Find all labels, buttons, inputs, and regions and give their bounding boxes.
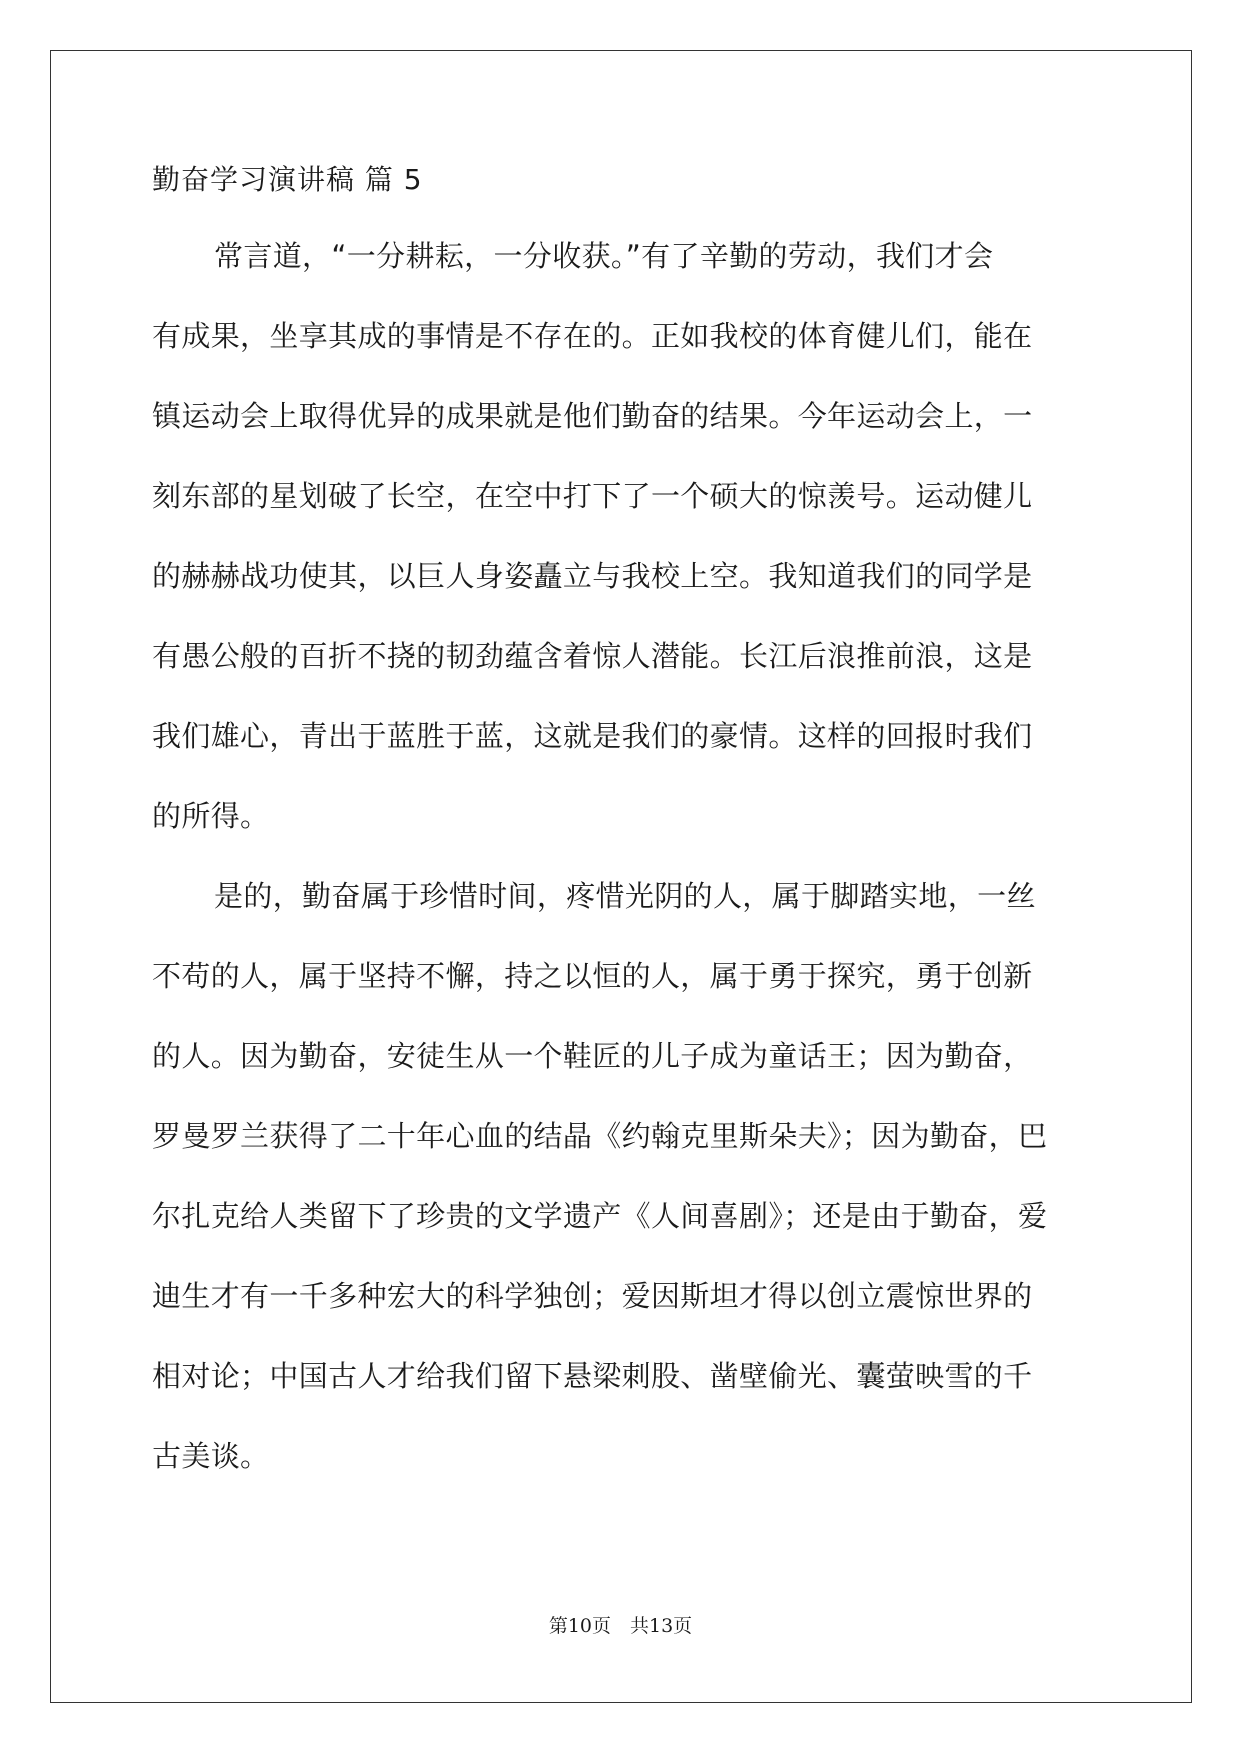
document-body — [152, 160, 1092, 1516]
paragraph-2-line-1: 是的，勤奋属于珍惜时间，疼惜光阴的人，属于脚踏实地，一丝 — [214, 879, 1036, 913]
paragraph-1-line-1: 常言道，“一分耕耘，一分收获。”有了辛勤的劳动，我们才会 — [214, 239, 994, 273]
paragraph-1-line-5: 的赫赫战功使其，以巨人身姿矗立与我校上空。我知道我们的同学是 — [152, 559, 1033, 593]
paragraph-2-line-7: 相对论；中国古人才给我们留下悬梁刺股、凿壁偷光、囊萤映雪的千 — [152, 1359, 1033, 1393]
paragraph-2-line-6: 迪生才有一千多种宏大的科学独创；爱因斯坦才得以创立震惊世界的 — [152, 1279, 1033, 1313]
paragraph-1-line-4: 刻东部的星划破了长空，在空中打下了一个硕大的惊羡号。运动健儿 — [152, 479, 1033, 513]
paragraph-1-line-7: 我们雄心，青出于蓝胜于蓝，这就是我们的豪情。这样的回报时我们 — [152, 719, 1033, 753]
paragraph-2-line-4: 罗曼罗兰获得了二十年心血的结晶《约翰克里斯朵夫》；因为勤奋，巴 — [152, 1119, 1048, 1153]
document-heading: 勤奋学习演讲稿 篇 5 — [152, 163, 423, 196]
paragraph-1-line-8: 的所得。 — [152, 799, 270, 833]
paragraph-2-line-8: 古美谈。 — [152, 1439, 270, 1473]
page-number-footer: 第10页 共13页 — [548, 1615, 693, 1637]
paragraph-1-line-6: 有愚公般的百折不挠的韧劲蕴含着惊人潜能。长江后浪推前浪，这是 — [152, 639, 1033, 673]
paragraph-1-line-2: 有成果，坐享其成的事情是不存在的。正如我校的体育健儿们，能在 — [152, 319, 1033, 353]
paragraph-2-line-2: 不苟的人，属于坚持不懈，持之以恒的人，属于勇于探究，勇于创新 — [152, 959, 1033, 993]
paragraph-2-line-3: 的人。因为勤奋，安徒生从一个鞋匠的儿子成为童话王；因为勤奋， — [152, 1039, 1033, 1073]
paragraph-2-line-5: 尔扎克给人类留下了珍贵的文学遗产《人间喜剧》；还是由于勤奋，爱 — [152, 1199, 1048, 1233]
paragraph-1-line-3: 镇运动会上取得优异的成果就是他们勤奋的结果。今年运动会上，一 — [152, 399, 1033, 433]
